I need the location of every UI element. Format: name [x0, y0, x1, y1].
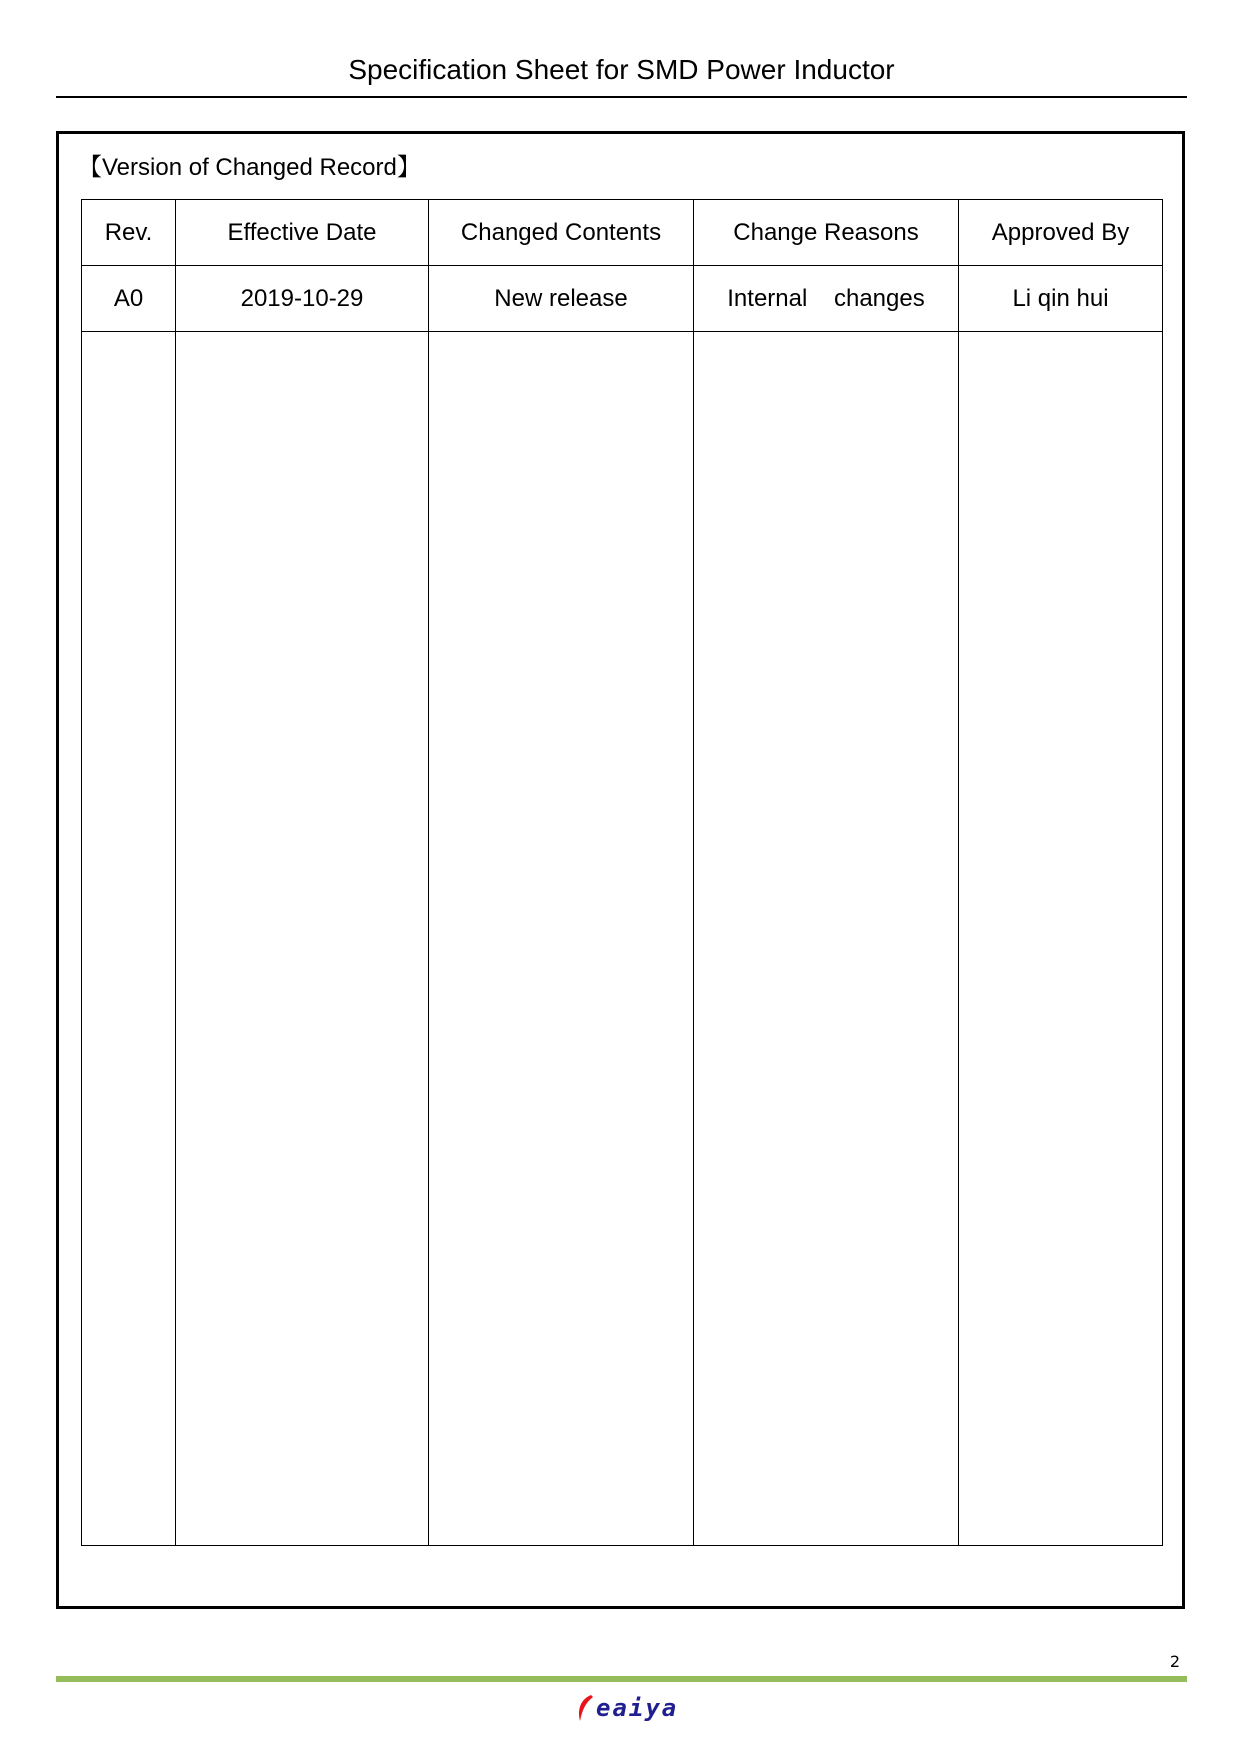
section-title: 【Version of Changed Record】 — [78, 154, 421, 181]
column-header-rev: Rev. — [82, 200, 176, 266]
logo-text: eaiya — [596, 1694, 679, 1722]
empty-cell — [959, 332, 1163, 1546]
column-header-approved-by: Approved By — [959, 200, 1163, 266]
column-header-change-reasons: Change Reasons — [694, 200, 959, 266]
column-header-effective-date: Effective Date — [176, 200, 429, 266]
column-header-changed-contents: Changed Contents — [429, 200, 694, 266]
cell-rev: A0 — [82, 266, 176, 332]
table-row-empty — [82, 332, 1163, 1546]
page-title: Specification Sheet for SMD Power Inductor — [348, 54, 895, 85]
table-header-row — [82, 200, 1163, 266]
table-row — [82, 266, 1163, 332]
footer-accent-bar — [56, 1676, 1187, 1682]
cell-effective-date: 2019-10-29 — [176, 266, 429, 332]
company-logo — [576, 1690, 678, 1726]
change-record-table — [81, 199, 1163, 1546]
cell-changed-contents: New release — [429, 266, 694, 332]
empty-cell — [176, 332, 429, 1546]
empty-cell — [429, 332, 694, 1546]
page-number: 2 — [1169, 1652, 1180, 1671]
logo-swoosh-icon — [576, 1693, 594, 1723]
cell-change-reasons: Internal changes — [694, 266, 959, 332]
empty-cell — [694, 332, 959, 1546]
cell-approved-by: Li qin hui — [959, 266, 1163, 332]
header-divider — [56, 96, 1187, 98]
empty-cell — [82, 332, 176, 1546]
